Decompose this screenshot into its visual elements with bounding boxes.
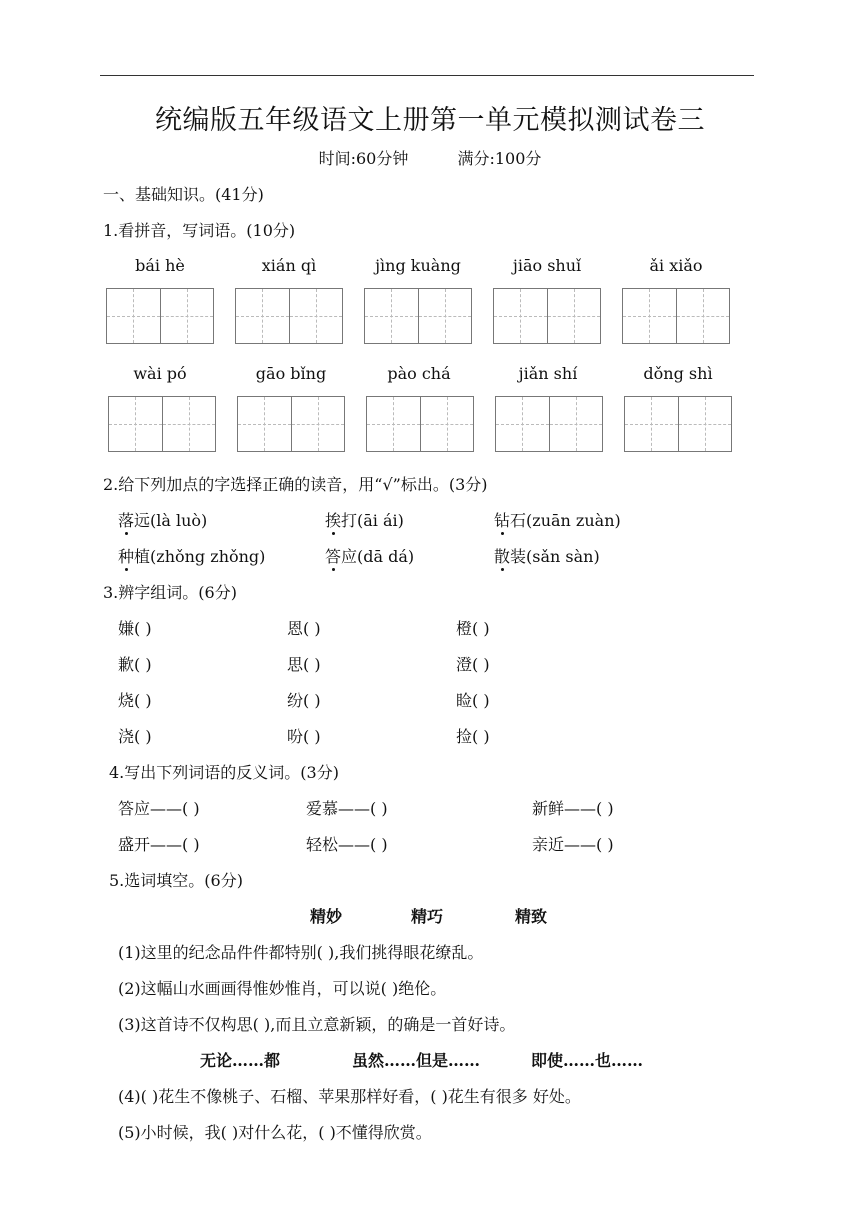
word-choice: 即使……也…… bbox=[531, 1051, 644, 1070]
fill-sentence[interactable]: (4)( )花生不像桃子、石榴、苹果那样好看，( )花生有很多 好处。 bbox=[118, 1087, 581, 1106]
question-2-heading: 2.给下列加点的字选择正确的读音，用“√”标出。(3分) bbox=[103, 475, 488, 494]
reading-choices[interactable]: 应(dā dá) bbox=[341, 547, 415, 566]
pinyin-label: ǎi xiǎo bbox=[649, 256, 703, 275]
word-blank[interactable]: 嫌( ) bbox=[118, 619, 152, 638]
writing-grid[interactable] bbox=[237, 396, 345, 452]
reading-choices[interactable]: 石(zuān zuàn) bbox=[510, 511, 621, 530]
word-blank[interactable]: 歉( ) bbox=[118, 655, 152, 674]
pinyin-label: pào chá bbox=[387, 364, 451, 383]
question-5-heading: 5.选词填空。(6分) bbox=[109, 871, 243, 890]
dotted-char: 种 bbox=[118, 544, 134, 567]
full-score: 满分:100分 bbox=[457, 149, 542, 168]
dotted-char: 钻 bbox=[494, 508, 510, 531]
writing-grid[interactable] bbox=[624, 396, 732, 452]
time-limit: 时间:60分钟 bbox=[318, 149, 409, 168]
writing-grid[interactable] bbox=[235, 288, 343, 344]
antonym-blank[interactable]: 亲近——( ) bbox=[532, 835, 614, 854]
fill-sentence[interactable]: (1)这里的纪念品件件都特别( ),我们挑得眼花缭乱。 bbox=[118, 943, 484, 962]
dotted-char: 挨 bbox=[325, 508, 341, 531]
writing-grid[interactable] bbox=[495, 396, 603, 452]
writing-grid[interactable] bbox=[622, 288, 730, 344]
reading-option bbox=[494, 508, 621, 531]
dotted-char: 落 bbox=[118, 508, 134, 531]
reading-option bbox=[118, 508, 207, 531]
antonym-blank[interactable]: 新鲜——( ) bbox=[532, 799, 614, 818]
word-blank[interactable]: 澄( ) bbox=[456, 655, 490, 674]
word-blank[interactable]: 捡( ) bbox=[456, 727, 490, 746]
section-heading: 一、基础知识。(41分) bbox=[103, 185, 264, 204]
word-choice: 精致 bbox=[515, 907, 548, 926]
antonym-blank[interactable]: 轻松——( ) bbox=[306, 835, 388, 854]
reading-option bbox=[494, 544, 600, 567]
word-choice: 精巧 bbox=[411, 907, 444, 926]
reading-choices[interactable]: 远(là luò) bbox=[134, 511, 208, 530]
pinyin-label: gāo bǐng bbox=[255, 364, 327, 383]
reading-option bbox=[325, 508, 404, 531]
word-blank[interactable]: 睑( ) bbox=[456, 691, 490, 710]
pinyin-label: dǒng shì bbox=[643, 364, 713, 383]
pinyin-label: jìng kuàng bbox=[375, 256, 461, 275]
pinyin-label: jiāo shuǐ bbox=[512, 256, 582, 275]
dotted-char: 答 bbox=[325, 544, 341, 567]
word-blank[interactable]: 恩( ) bbox=[287, 619, 321, 638]
word-blank[interactable]: 烧( ) bbox=[118, 691, 152, 710]
question-1-heading: 1.看拼音，写词语。(10分) bbox=[103, 221, 296, 240]
pinyin-label: xián qì bbox=[261, 256, 317, 275]
pinyin-label: bái hè bbox=[135, 256, 185, 275]
word-choice: 精妙 bbox=[310, 907, 343, 926]
word-choice: 虽然……但是…… bbox=[352, 1051, 481, 1070]
word-blank[interactable]: 纷( ) bbox=[287, 691, 321, 710]
reading-choices[interactable]: 装(sǎn sàn) bbox=[510, 547, 600, 566]
word-blank[interactable]: 吩( ) bbox=[287, 727, 321, 746]
question-4-heading: 4.写出下列词语的反义词。(3分) bbox=[109, 763, 339, 782]
fill-sentence[interactable]: (3)这首诗不仅构思( ),而且立意新颖，的确是一首好诗。 bbox=[118, 1015, 516, 1034]
writing-grid[interactable] bbox=[106, 288, 214, 344]
reading-choices[interactable]: 打(āi ái) bbox=[341, 511, 404, 530]
dotted-char: 散 bbox=[494, 544, 510, 567]
reading-option bbox=[325, 544, 414, 567]
fill-sentence[interactable]: (5)小时候，我( )对什么花，( )不懂得欣赏。 bbox=[118, 1123, 432, 1142]
antonym-blank[interactable]: 答应——( ) bbox=[118, 799, 200, 818]
word-blank[interactable]: 思( ) bbox=[287, 655, 321, 674]
antonym-blank[interactable]: 盛开——( ) bbox=[118, 835, 200, 854]
writing-grid[interactable] bbox=[364, 288, 472, 344]
pinyin-label: jiǎn shí bbox=[518, 364, 578, 383]
word-blank[interactable]: 橙( ) bbox=[456, 619, 490, 638]
exam-info bbox=[0, 146, 860, 169]
writing-grid[interactable] bbox=[366, 396, 474, 452]
top-rule bbox=[100, 75, 754, 76]
writing-grid[interactable] bbox=[493, 288, 601, 344]
word-blank[interactable]: 浇( ) bbox=[118, 727, 152, 746]
pinyin-label: wài pó bbox=[133, 364, 187, 383]
reading-choices[interactable]: 植(zhǒng zhǒng) bbox=[134, 547, 266, 566]
fill-sentence[interactable]: (2)这幅山水画画得惟妙惟肖，可以说( )绝伦。 bbox=[118, 979, 447, 998]
reading-option bbox=[118, 544, 265, 567]
writing-grid[interactable] bbox=[108, 396, 216, 452]
word-choice: 无论……都 bbox=[200, 1051, 281, 1070]
page-title: 统编版五年级语文上册第一单元模拟测试卷三 bbox=[155, 105, 705, 136]
question-3-heading: 3.辨字组词。(6分) bbox=[103, 583, 237, 602]
antonym-blank[interactable]: 爱慕——( ) bbox=[306, 799, 388, 818]
